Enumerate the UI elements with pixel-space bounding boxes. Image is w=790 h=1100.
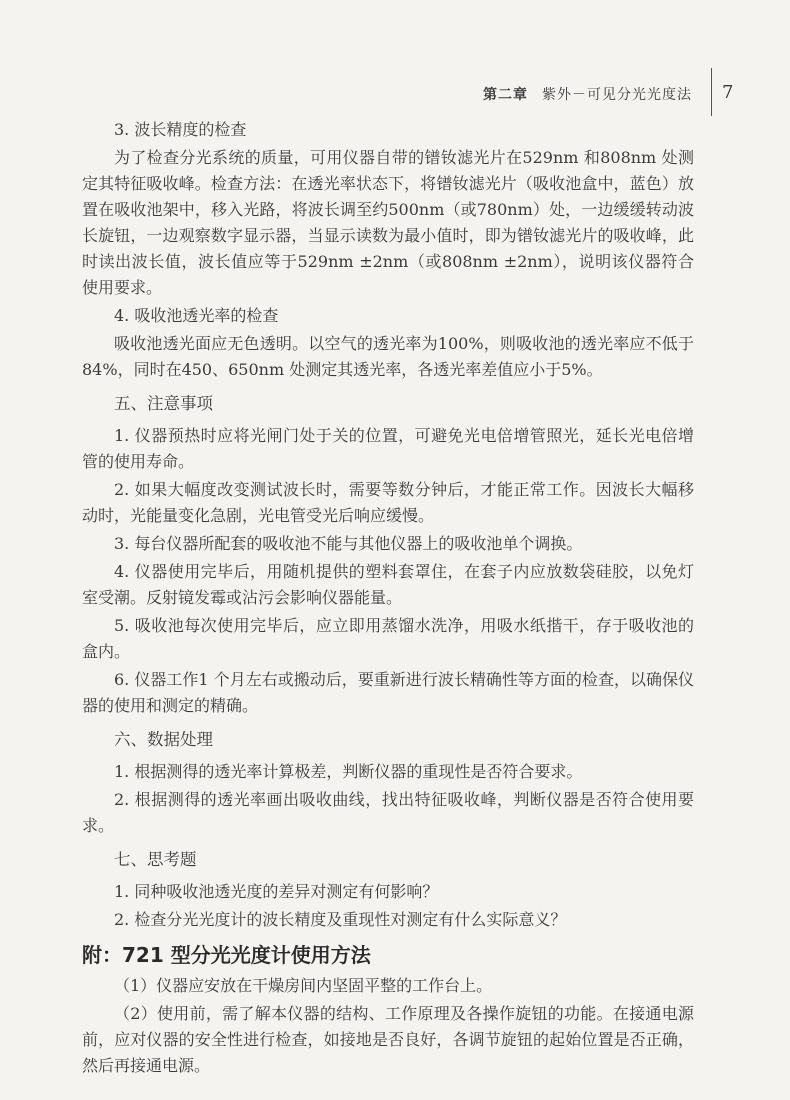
page-number: 7 [722, 82, 734, 103]
notes-list [82, 423, 694, 719]
list-item: 2. 根据测得的透光率画出吸收曲线，找出特征吸收峰，判断仪器是否符合使用要求。 [82, 790, 694, 835]
list-item: 6. 仪器工作1 个月左右或搬动后，要重新进行波长精确性等方面的检查，以确保仪器的使用和测定的精确。 [82, 670, 694, 715]
appendix-heading: 附：721 型分光光度计使用方法 [82, 943, 371, 967]
page-body [82, 117, 694, 1081]
subsection-title: 3. 波长精度的检查 [114, 120, 247, 139]
wavelength-accuracy-section [82, 117, 694, 383]
list-item: 2. 检查分光光度计的波长精度及重现性对测定有什么实际意义？ [114, 910, 567, 929]
paragraph: 吸收池透光面应无色透明。以空气的透光率为100%，则吸收池的透光率应不低于84%，同时在450、650nm 处测定其透光率，各透光率差值应小于5%。 [82, 334, 694, 379]
list-item: 4. 仪器使用完毕后，用随机提供的塑料套罩住，在套子内应放数袋硅胶，以免灯室受潮。反射镜发霉或沾污会影响仪器能量。 [82, 562, 694, 607]
list-item: 5. 吸收池每次使用完毕后，应立即用蒸馏水洗净，用吸水纸揩干，存于吸收池的盒内。 [82, 616, 694, 661]
list-item: 1. 根据测得的透光率计算极差，判断仪器的重现性是否符合要求。 [114, 762, 583, 781]
section-heading-questions: 七、思考题 [114, 850, 197, 869]
list-item: （2）使用前，需了解本仪器的结构、工作原理及各操作旋钮的功能。在接通电源前，应对仪器的安全性进行检查，如接地是否良好，各调节旋钮的起始位置是否正确，然后再接通电源。 [82, 1004, 694, 1075]
list-item: 2. 如果大幅度改变测试波长时，需要等数分钟后，才能正常工作。因波长大幅移动时，光能量变化急剧，光电管受光后响应缓慢。 [82, 480, 694, 525]
running-header [483, 84, 692, 104]
list-item: 3. 每台仪器所配套的吸收池不能与其他仪器上的吸收池单个调换。 [114, 534, 583, 553]
chapter-label: 第二章 [483, 87, 528, 103]
section-heading-notes: 五、注意事项 [114, 394, 213, 413]
subsection-title: 4. 吸收池透光率的检查 [114, 306, 279, 325]
header-divider [711, 68, 712, 116]
list-item: 1. 同种吸收池透光度的差异对测定有何影响？ [114, 882, 439, 901]
list-item: 1. 仪器预热时应将光闸门处于关的位置，可避免光电倍增管照光，延长光电倍增管的使用寿命。 [82, 426, 694, 471]
data-list [82, 759, 694, 839]
paragraph: 为了检查分光系统的质量，可用仪器自带的镨钕滤光片在529nm 和808nm 处测定其特征吸收峰。检查方法：在透光率状态下，将镨钕滤光片（吸收池盒中，蓝色）放置在吸收池架中，移入光路，将波长调至约500nm（或780nm）处，一边缓缓转动波长旋钮，一边观察数字显示器，当显示读数为最小值时，即为镨钕滤光片的吸收峰，此时读出波长值，波长值应等于529nm ±2nm（或808nm ±2nm），说明该仪器符合使用要求。 [82, 148, 694, 297]
chapter-title: 紫外－可见分光光度法 [542, 87, 692, 103]
list-item: （1）仪器应安放在干燥房间内坚固平整的工作台上。 [114, 976, 493, 995]
section-heading-data: 六、数据处理 [114, 730, 213, 749]
appendix-list [82, 973, 694, 1079]
questions-list [82, 879, 694, 933]
